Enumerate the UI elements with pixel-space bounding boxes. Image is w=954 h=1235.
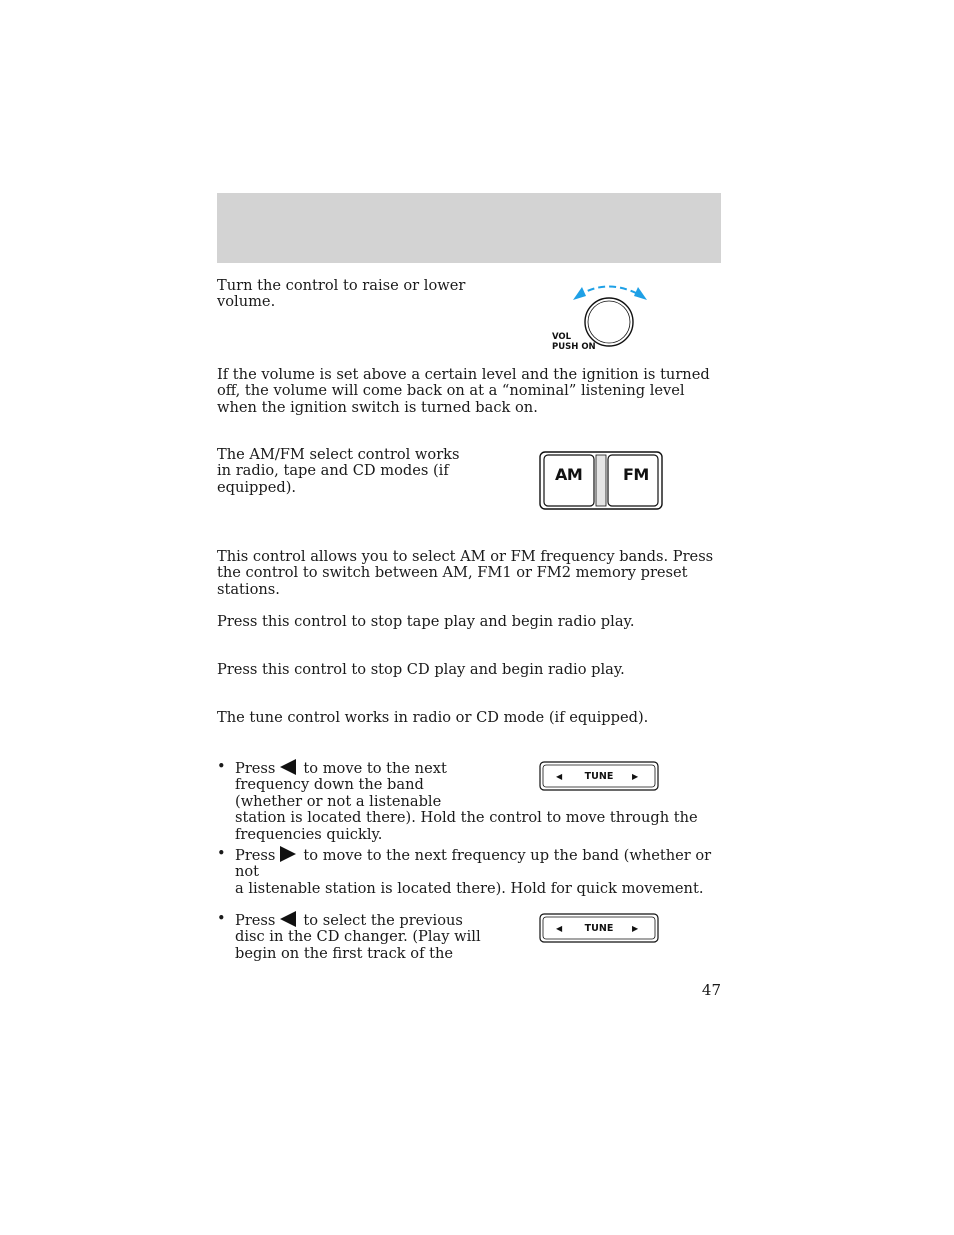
tune-right-arrow-icon: ▶	[632, 924, 639, 933]
volume-arc	[578, 286, 638, 296]
volume-arrow-left	[573, 287, 586, 300]
previous-disc-arrow-icon	[279, 911, 297, 927]
tune-label: TUNE	[584, 923, 614, 934]
tune-down-line2: frequency down the band	[235, 776, 424, 794]
tune-left-arrow-icon: ◀	[556, 772, 563, 781]
tune-button-figure-radio	[539, 761, 659, 791]
nominal-volume-paragraph: If the volume is set above a certain level and the ignition is turned off, the volume will come back on at a “nominal” listening level when the ignition switch is turned back on.	[217, 366, 710, 416]
radio-mode-paragraph: This control allows you to select AM or FM frequency bands. Press the control to switch between AM, FM1 or FM2 memory preset stations.	[217, 548, 714, 598]
cd-mode-paragraph: Press this control to stop CD play and begin radio play.	[217, 661, 625, 678]
push-on-label: PUSH ON	[552, 342, 596, 352]
page-number: 47	[701, 981, 721, 999]
amfm-button-figure	[539, 451, 663, 510]
tune-down-line1: to move to the next	[303, 760, 447, 777]
bullet-marker: •	[217, 845, 226, 862]
volume-knob-figure	[548, 278, 658, 354]
bullet-marker: •	[217, 910, 226, 927]
tune-up-line1: to move to the next frequency up the band (whether or not	[235, 847, 712, 881]
tune-down-line3: (whether or not a listenable	[235, 792, 442, 810]
bullet-marker: •	[217, 758, 226, 775]
tune-right-arrow-icon: ▶	[632, 772, 639, 781]
tune-label: TUNE	[584, 771, 614, 782]
vol-label: VOL	[552, 332, 572, 342]
am-button-label: AM	[555, 465, 583, 484]
cd-prev-line2: disc in the CD changer. (Play will	[235, 928, 481, 946]
press-word: Press	[235, 912, 276, 929]
seek-down-arrow-icon	[279, 759, 297, 775]
seek-up-arrow-icon	[279, 846, 297, 862]
tune-down-line4: station is located there). Hold the control to move through the	[235, 809, 698, 827]
section-header-band	[217, 193, 721, 263]
tape-mode-paragraph: Press this control to stop tape play and begin radio play.	[217, 613, 635, 630]
amfm-text: The AM/FM select control works in radio, tape and CD modes (if equipped).	[217, 446, 460, 496]
tune-left-arrow-icon: ◀	[556, 924, 563, 933]
tune-intro-paragraph: The tune control works in radio or CD mode (if equipped).	[217, 709, 649, 726]
press-word: Press	[235, 847, 276, 864]
tune-up-line2: a listenable station is located there). Hold for quick movement.	[235, 879, 704, 897]
press-word: Press	[235, 760, 276, 777]
volume-arrow-right	[634, 287, 647, 300]
tune-down-line5: frequencies quickly.	[235, 825, 383, 843]
tune-button-figure-cd	[539, 913, 659, 943]
cd-prev-line3: begin on the first track of the	[235, 944, 454, 962]
fm-button-label: FM	[623, 465, 649, 484]
cd-prev-line1: to select the previous	[303, 912, 463, 929]
volume-text: Turn the control to raise or lower volume.	[217, 277, 466, 311]
